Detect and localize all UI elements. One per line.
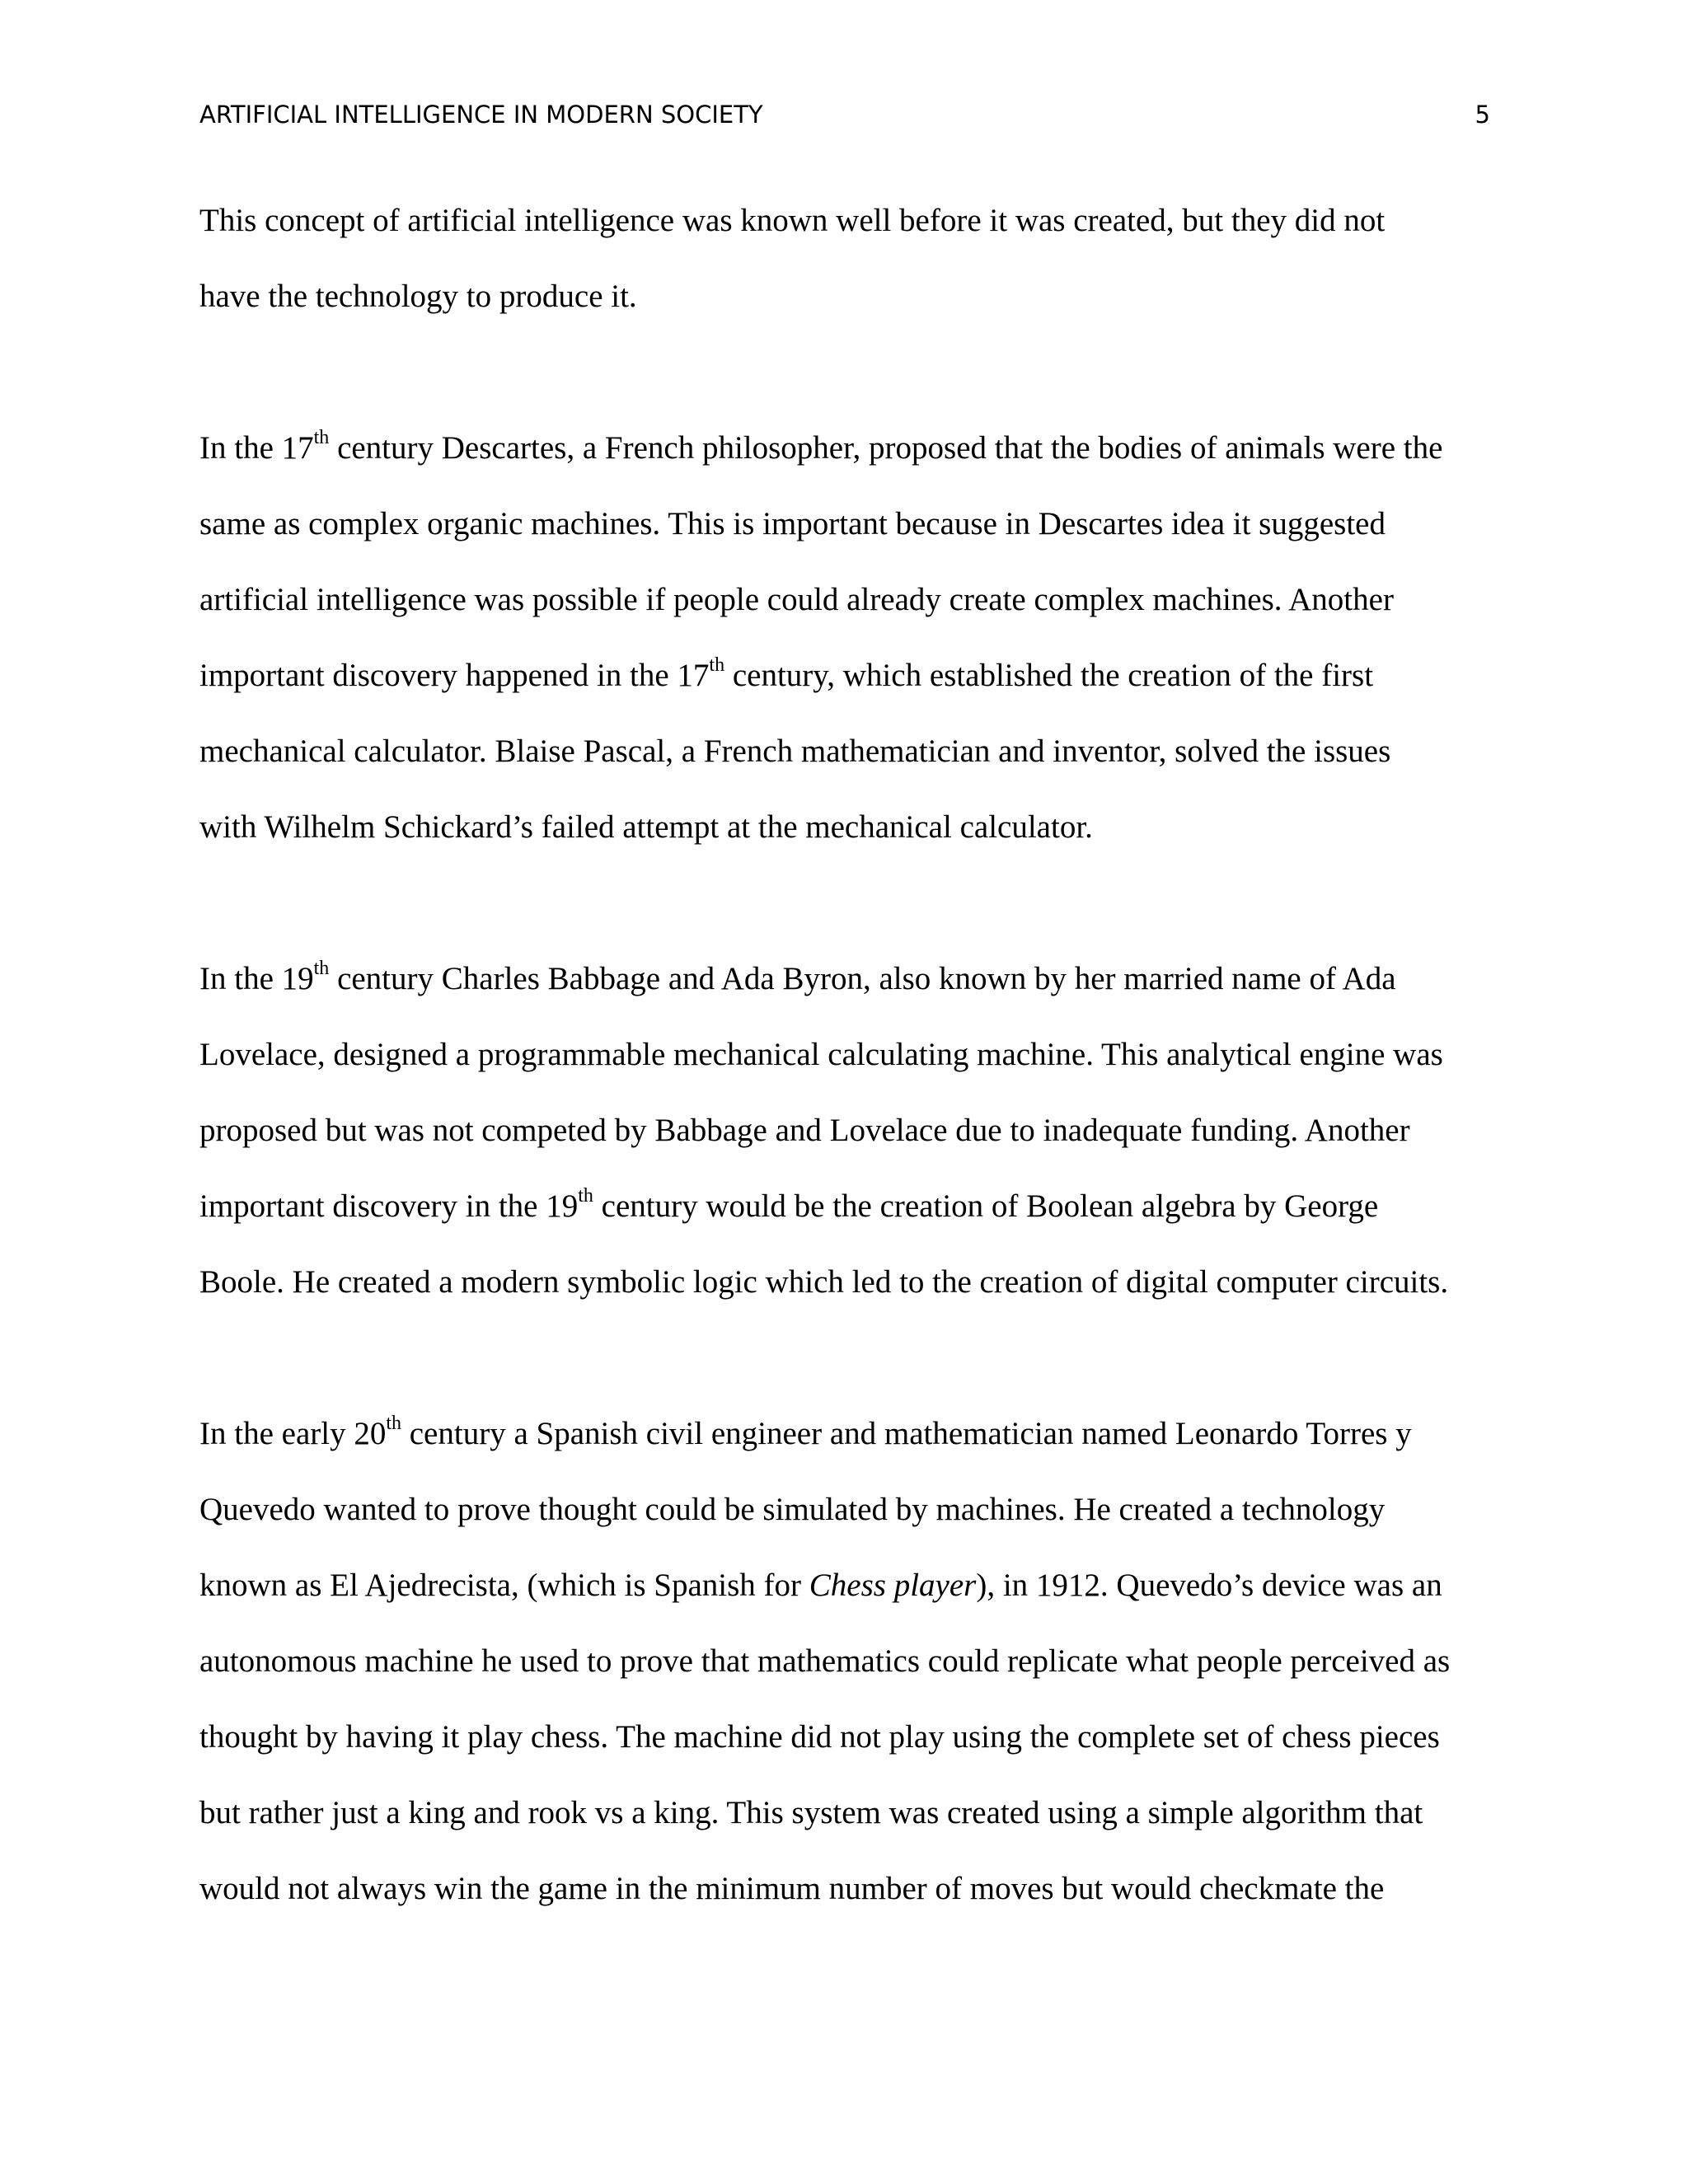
text-line <box>199 714 1493 790</box>
text-run: mechanical calculator. Blaise Pascal, a French mathematician and inventor, solved the issues <box>199 733 1391 769</box>
ordinal-superscript: th <box>578 1185 593 1207</box>
ordinal-superscript: th <box>313 958 330 979</box>
ordinal-superscript: th <box>386 1413 401 1434</box>
text-line <box>199 941 1493 1017</box>
text-run: Boole. He created a modern symbolic logic which led to the creation of digital computer circuits. <box>199 1264 1449 1300</box>
text-run: thought by having it play chess. The machine did not play using the complete set of chess pieces <box>199 1719 1440 1755</box>
text-line <box>199 638 1493 714</box>
paragraph <box>199 941 1493 1320</box>
paragraph <box>199 183 1493 335</box>
text-run: with Wilhelm Schickard’s failed attempt at the mechanical calculator. <box>199 809 1093 845</box>
text-line <box>199 1093 1493 1169</box>
text-line <box>199 562 1493 638</box>
text-line <box>199 1851 1493 1927</box>
text-line <box>199 410 1493 486</box>
text-run: same as complex organic machines. This is important because in Descartes idea it suggested <box>199 506 1386 541</box>
ordinal-superscript: th <box>313 427 330 448</box>
body-text <box>199 183 1493 2003</box>
text-run: autonomous machine he used to prove that mathematics could replicate what people perceived as <box>199 1643 1451 1679</box>
text-line <box>199 790 1493 865</box>
text-line <box>199 183 1493 259</box>
text-run: proposed but was not competed by Babbage and Lovelace due to inadequate funding. Another <box>199 1113 1410 1148</box>
text-run: artificial intelligence was possible if people could already create complex machines. Another <box>199 582 1394 617</box>
text-run: In the 17 <box>199 430 314 466</box>
ordinal-superscript: th <box>709 654 725 676</box>
page-number: 5 <box>1475 101 1490 129</box>
paragraph <box>199 1396 1493 1927</box>
text-run: would not always win the game in the minimum number of moves but would checkmate the <box>199 1871 1385 1906</box>
text-run: century Descartes, a French philosopher, proposed that the bodies of animals were the <box>329 430 1443 466</box>
text-line <box>199 1396 1493 1472</box>
text-run: century a Spanish civil engineer and mathematician named Leonardo Torres y <box>401 1416 1412 1451</box>
text-run: century, which established the creation of the first <box>724 658 1374 693</box>
text-line <box>199 1472 1493 1548</box>
text-run: In the early 20 <box>199 1416 387 1451</box>
text-line <box>199 1624 1493 1699</box>
text-run: important discovery happened in the 17 <box>199 658 710 693</box>
text-run: known as El Ajedrecista, (which is Spanish for <box>199 1568 809 1603</box>
text-line <box>199 486 1493 562</box>
text-line <box>199 1169 1493 1244</box>
text-line <box>199 1699 1493 1775</box>
text-line <box>199 1775 1493 1851</box>
text-line <box>199 1017 1493 1093</box>
text-line <box>199 1244 1493 1320</box>
italic-title: Chess player <box>809 1568 977 1603</box>
running-head: ARTIFICIAL INTELLIGENCE IN MODERN SOCIETY <box>199 101 763 129</box>
text-run: Lovelace, designed a programmable mechanical calculating machine. This analytical engine was <box>199 1037 1443 1072</box>
text-run: Quevedo wanted to prove thought could be simulated by machines. He created a technology <box>199 1492 1386 1527</box>
text-run: ), in 1912. Quevedo’s device was an <box>976 1568 1442 1603</box>
text-line <box>199 259 1493 335</box>
text-run: important discovery in the 19 <box>199 1188 579 1224</box>
text-run: In the 19 <box>199 961 314 996</box>
text-run: have the technology to produce it. <box>199 279 637 314</box>
text-run: but rather just a king and rook vs a king. This system was created using a simple algorithm that <box>199 1795 1423 1830</box>
text-line <box>199 1548 1493 1624</box>
text-run: This concept of artificial intelligence was known well before it was created, but they did not <box>199 203 1386 238</box>
text-run: century would be the creation of Boolean algebra by George <box>593 1188 1379 1224</box>
paragraph <box>199 410 1493 865</box>
text-run: century Charles Babbage and Ada Byron, also known by her married name of Ada <box>329 961 1396 996</box>
